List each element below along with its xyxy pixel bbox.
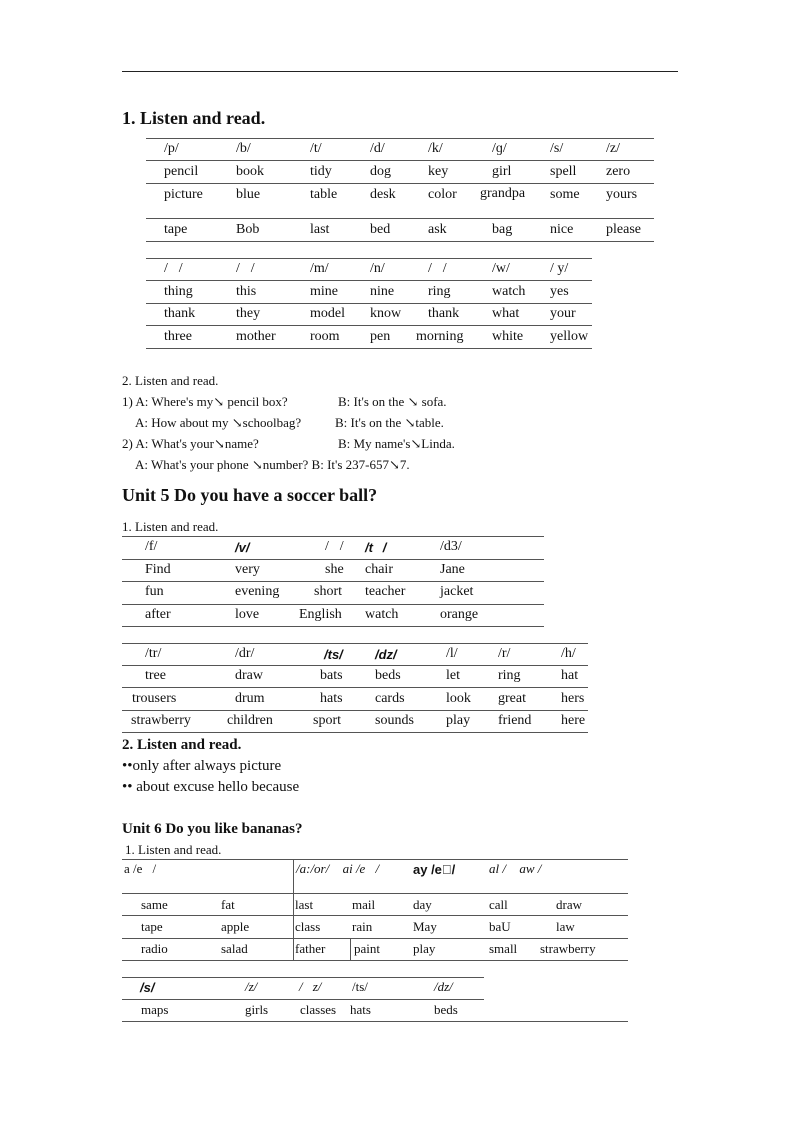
- header-cell: ay /e /: [413, 862, 456, 877]
- dialog-line: B: My name's↘Linda.: [338, 436, 455, 451]
- dialog-line: B: It's on the ↘table.: [335, 415, 444, 430]
- table-rule: [122, 977, 484, 978]
- header-cell: / /: [236, 261, 255, 276]
- table-cell: very: [235, 562, 260, 577]
- header-cell: /z/: [245, 979, 258, 994]
- header-cell:   : [489, 877, 510, 892]
- subsection-title: 1. Listen and read.: [125, 842, 222, 857]
- table-cell: pen: [370, 329, 391, 344]
- table-rule: [122, 893, 628, 894]
- table-cell: English: [299, 607, 342, 622]
- table-rule: [146, 303, 592, 304]
- table-cell: sport: [313, 713, 341, 728]
- table-cell: watch: [365, 607, 399, 622]
- table-cell: tidy: [310, 164, 332, 179]
- table-cell: evening: [235, 584, 280, 599]
- table-cell: teacher: [365, 584, 406, 599]
- table-cell: last: [310, 222, 330, 237]
- table-cell: mother: [236, 329, 276, 344]
- table-cell: fat: [221, 897, 235, 912]
- table-cell: grandpa: [480, 186, 526, 201]
- table-cell: bats: [320, 668, 343, 683]
- table-cell: after: [145, 607, 171, 622]
- table-cell: trousers: [132, 691, 177, 706]
- table-cell: ask: [428, 222, 447, 237]
- header-cell: /dz/: [375, 647, 397, 662]
- table-rule: [122, 687, 588, 688]
- table-cell: room: [310, 329, 340, 344]
- table-cell: girls: [245, 1002, 269, 1017]
- table-rule: [146, 183, 654, 184]
- header-cell: /tr/: [145, 646, 162, 661]
- section-title: 1. Listen and read.: [122, 108, 266, 128]
- table-cell: hats: [320, 691, 343, 706]
- dialog-line: 2) A: What's your↘name?: [122, 436, 259, 451]
- table-cell: mine: [310, 284, 338, 299]
- header-cell: /t/: [310, 141, 322, 156]
- header-cell: /h/: [561, 646, 576, 661]
- table-cell: bag: [492, 222, 513, 237]
- table-rule: [146, 138, 654, 139]
- header-cell: /s/: [550, 141, 564, 156]
- word-line: •• about excuse hello because: [122, 779, 300, 795]
- table-rule: [122, 581, 544, 582]
- header-cell: /p/: [164, 141, 179, 156]
- table-cell: orange: [440, 607, 479, 622]
- header-cell: /b/: [236, 141, 251, 156]
- table-cell: hers: [561, 691, 585, 706]
- table-cell: baU: [489, 919, 511, 934]
- table-rule: [122, 938, 628, 939]
- table-cell: zero: [606, 164, 631, 179]
- table-cell: hat: [561, 668, 579, 683]
- table-cell: color: [428, 187, 457, 202]
- header-cell: /s/: [140, 980, 155, 995]
- table-cell: watch: [492, 284, 526, 299]
- table-cell: draw: [556, 897, 582, 912]
- table-cell: cards: [375, 691, 405, 706]
- table-cell: call: [489, 897, 508, 912]
- table-cell: Bob: [236, 222, 260, 237]
- table-cell: thank: [164, 306, 196, 321]
- table-rule: [122, 626, 544, 627]
- dialog-line: 1) A: Where's my↘ pencil box?: [122, 394, 288, 409]
- table-cell: chair: [365, 562, 393, 577]
- table-cell: picture: [164, 187, 203, 202]
- table-rule: [146, 348, 592, 349]
- table-cell: play: [413, 941, 436, 956]
- table-cell: day: [413, 897, 432, 912]
- dialog-line: A: What's your phone ↘number? B: It's 237-657↘7.: [135, 457, 410, 472]
- table-rule: [122, 604, 544, 605]
- table-cell: some: [550, 187, 580, 202]
- table-cell: radio: [141, 941, 168, 956]
- table-rule: [122, 536, 544, 537]
- table-rule: [122, 665, 588, 666]
- table-cell: she: [325, 562, 344, 577]
- header-cell: / z/: [299, 979, 322, 994]
- header-cell: a /e /: [124, 861, 157, 876]
- header-cell: /d/: [370, 141, 385, 156]
- table-cell: bed: [370, 222, 391, 237]
- table-rule: [122, 1021, 628, 1022]
- table-cell: beds: [375, 668, 401, 683]
- subsection-title: 2. Listen and read.: [122, 737, 242, 753]
- header-cell:  : [232, 861, 243, 876]
- table-cell: Jane: [440, 562, 465, 577]
- table-cell: maps: [141, 1002, 169, 1017]
- header-cell: /n/: [370, 261, 385, 276]
- table-cell: class: [295, 919, 321, 934]
- unit5-title: Unit 5 Do you have a soccer ball?: [122, 485, 378, 505]
- table-cell: beds: [434, 1002, 458, 1017]
- table-cell: drum: [235, 691, 265, 706]
- table-cell: yes: [550, 284, 569, 299]
- table-rule: [122, 732, 588, 733]
- table-cell: draw: [235, 668, 263, 683]
- table-cell: jacket: [440, 584, 474, 599]
- table-cell: hats: [350, 1002, 371, 1017]
- table-cell: sounds: [375, 713, 414, 728]
- header-cell: /d3/: [440, 539, 462, 554]
- table-cell: know: [370, 306, 402, 321]
- table-cell: law: [556, 919, 575, 934]
- header-cell: /k/: [428, 141, 443, 156]
- table-rule: [146, 325, 592, 326]
- table-rule: [146, 241, 654, 242]
- table-cell: what: [492, 306, 520, 321]
- table-rule: [122, 999, 484, 1000]
- header-cell: / y/: [550, 261, 569, 276]
- header-cell: al /  aw /   : [489, 861, 572, 876]
- table-cell: look: [446, 691, 471, 706]
- table-cell: book: [236, 164, 264, 179]
- header-cell: /t /: [365, 540, 387, 555]
- table-cell: apple: [221, 919, 250, 934]
- table-cell: key: [428, 164, 449, 179]
- table-cell: your: [550, 306, 576, 321]
- table-cell: three: [164, 329, 192, 344]
- table-cell: this: [236, 284, 257, 299]
- table-cell: paint: [354, 941, 380, 956]
- table-cell: blue: [236, 187, 261, 202]
- subsection-title: 1. Listen and read.: [122, 519, 219, 534]
- table-cell: classes: [300, 1002, 337, 1017]
- header-cell: /l/: [446, 646, 458, 661]
- table-cell: tape: [164, 222, 188, 237]
- table-cell: white: [492, 329, 524, 344]
- table-cell: small: [489, 941, 518, 956]
- header-cell: /dz/: [434, 979, 453, 994]
- table-cell: ring: [498, 668, 521, 683]
- header-cell: / /: [325, 539, 344, 554]
- table-cell: yours: [606, 187, 638, 202]
- table-rule: [122, 559, 544, 560]
- table-rule: [122, 859, 628, 860]
- table-cell: dog: [370, 164, 391, 179]
- table-cell: strawberry: [540, 941, 596, 956]
- table-cell: strawberry: [131, 713, 191, 728]
- table-cell: morning: [416, 329, 464, 344]
- table-cell: thank: [428, 306, 460, 321]
- dialog-line: B: It's on the ↘ sofa.: [338, 394, 447, 409]
- header-cell: /z/: [606, 141, 620, 156]
- table-cell: thing: [164, 284, 193, 299]
- header-cell: /a:/or/  ai /e /: [296, 861, 380, 876]
- table-cell: model: [310, 306, 345, 321]
- header-cell: /v/: [235, 540, 250, 555]
- header-cell: /ts/: [352, 979, 368, 994]
- table-cell: father: [295, 941, 326, 956]
- header-cell: / /: [428, 261, 447, 276]
- header-cell: /w/: [492, 261, 510, 276]
- table-cell: same: [141, 897, 168, 912]
- table-cell: tape: [141, 919, 163, 934]
- table-cell: great: [498, 691, 526, 706]
- word-line: ••only after always picture: [122, 758, 282, 774]
- table-cell: Find: [145, 562, 171, 577]
- table-cell: children: [227, 713, 273, 728]
- table-cell: nice: [550, 222, 574, 237]
- table-cell: May: [413, 919, 437, 934]
- table-cell: please: [606, 222, 641, 237]
- table-cell: they: [236, 306, 261, 321]
- table-rule: [122, 960, 628, 961]
- header-cell: /dr/: [235, 646, 255, 661]
- table-cell: love: [235, 607, 260, 622]
- table-cell: mail: [352, 897, 376, 912]
- table-cell: spell: [550, 164, 577, 179]
- table-cell: salad: [221, 941, 248, 956]
- table-cell: nine: [370, 284, 395, 299]
- table-cell: tree: [145, 668, 166, 683]
- table-cell: short: [314, 584, 342, 599]
- table-rule: [146, 160, 654, 161]
- header-cell: /m/: [310, 261, 329, 276]
- header-cell: /ɡ/: [492, 141, 507, 156]
- header-cell: /r/: [498, 646, 511, 661]
- header-cell: /ts/: [324, 647, 343, 662]
- table-cell: here: [561, 713, 586, 728]
- table-rule: [122, 710, 588, 711]
- table-divider: [293, 859, 294, 960]
- table-cell: let: [446, 668, 460, 683]
- table-rule: [146, 280, 592, 281]
- table-cell: ring: [428, 284, 451, 299]
- table-cell: fun: [145, 584, 164, 599]
- unit6-title: Unit 6 Do you like bananas?: [122, 821, 303, 837]
- table-cell: girl: [492, 164, 512, 179]
- dialog-line: A: How about my ↘schoolbag?: [135, 415, 302, 430]
- header-cell: / /: [164, 261, 183, 276]
- table-rule: [146, 218, 654, 219]
- header-cell: /f/: [145, 539, 158, 554]
- table-rule: [122, 643, 588, 644]
- subsection-title: 2. Listen and read.: [122, 373, 219, 388]
- table-cell: pencil: [164, 164, 199, 179]
- table-cell: play: [446, 713, 471, 728]
- table-cell: desk: [370, 187, 396, 202]
- table-cell: yellow: [550, 329, 589, 344]
- table-divider: [350, 938, 351, 960]
- table-cell: last: [295, 897, 314, 912]
- table-cell: table: [310, 187, 338, 202]
- table-cell: rain: [352, 919, 373, 934]
- top-rule: [122, 71, 678, 72]
- table-rule: [122, 915, 628, 916]
- table-cell: friend: [498, 713, 532, 728]
- table-rule: [146, 258, 592, 259]
